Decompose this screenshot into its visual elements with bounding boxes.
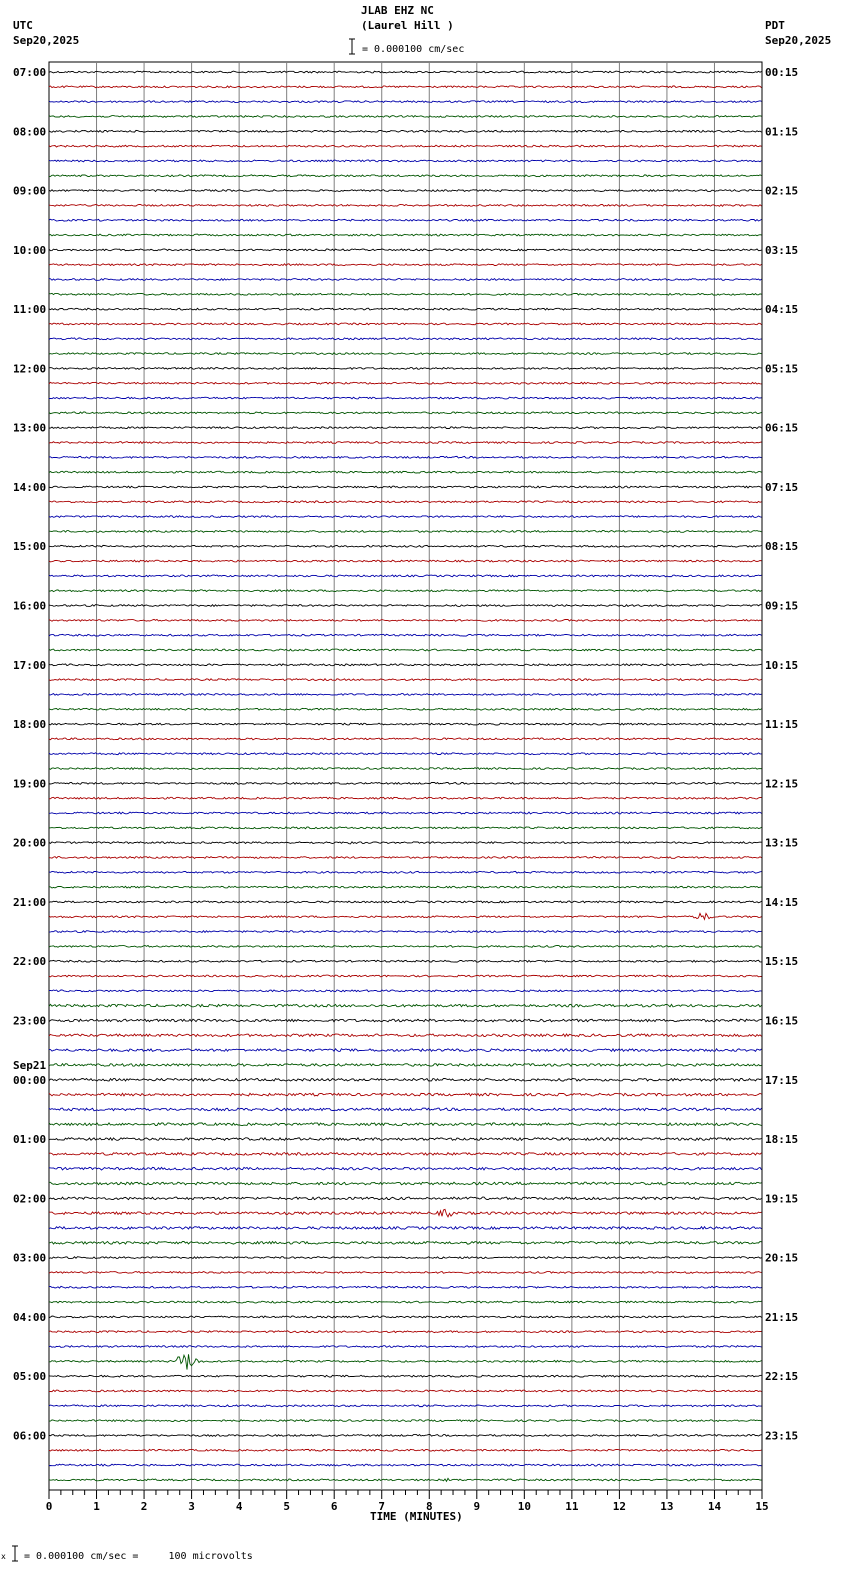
utc-hour-label: 04:00 <box>13 1310 47 1324</box>
seismogram-trace <box>49 694 762 696</box>
seismogram-trace <box>49 412 762 414</box>
seismogram-trace <box>49 427 762 429</box>
x-tick-label: 1 <box>93 1500 100 1513</box>
seismogram-trace <box>49 960 762 962</box>
x-tick-label: 15 <box>755 1500 769 1513</box>
utc-hour-label: 07:00 <box>13 66 47 79</box>
pdt-hour-label: 19:15 <box>765 1192 799 1206</box>
seismogram-trace <box>49 975 762 977</box>
pdt-hour-label: 12:15 <box>765 777 799 791</box>
seismogram-trace <box>49 501 762 503</box>
utc-hour-label: 18:00 <box>13 718 47 732</box>
seismogram-trace <box>49 857 762 859</box>
seismogram-trace <box>49 1019 762 1022</box>
seismogram-trace <box>49 1354 762 1369</box>
seismogram-trace <box>49 797 762 799</box>
seismogram-trace <box>49 1346 762 1348</box>
seismogram-trace <box>49 664 762 666</box>
seismogram-trace <box>49 1153 762 1156</box>
seismogram-trace <box>49 338 762 340</box>
seismogram-trace <box>49 1435 762 1437</box>
pdt-hour-label: 03:15 <box>765 243 799 257</box>
seismogram-trace <box>49 634 762 636</box>
seismogram-trace <box>49 575 762 577</box>
utc-hour-label: 08:00 <box>13 125 47 139</box>
pdt-hour-label: 04:15 <box>765 303 799 317</box>
utc-hour-label: 16:00 <box>13 599 47 613</box>
station-location: (Laurel Hill ) <box>361 19 454 32</box>
seismogram-trace <box>49 1449 762 1451</box>
seismogram-trace <box>49 1405 762 1407</box>
utc-hour-label: 02:00 <box>13 1192 47 1206</box>
seismogram-trace <box>49 901 762 903</box>
utc-hour-label: 10:00 <box>13 243 47 257</box>
pdt-hour-label: 23:15 <box>765 1429 799 1443</box>
pdt-hour-label: 20:15 <box>765 1251 799 1265</box>
utc-hour-label: 03:00 <box>13 1251 47 1265</box>
seismogram-trace <box>49 1004 762 1007</box>
seismogram-trace <box>49 1049 762 1052</box>
seismogram-trace <box>49 605 762 607</box>
seismogram-trace <box>49 382 762 384</box>
utc-hour-label: 20:00 <box>13 836 47 850</box>
seismogram-trace <box>49 1316 762 1318</box>
seismogram-trace <box>49 768 762 770</box>
seismogram-trace <box>49 871 762 873</box>
utc-hour-label: 12:00 <box>13 362 47 376</box>
seismogram-trace <box>49 812 762 814</box>
seismogram-trace <box>49 560 762 562</box>
scale-text: = 0.000100 cm/sec <box>362 44 465 55</box>
seismogram-trace <box>49 545 762 547</box>
pdt-hour-label: 01:15 <box>765 125 799 139</box>
x-axis-label: TIME (MINUTES) <box>370 1510 463 1523</box>
seismogram-trace <box>49 1301 762 1303</box>
seismogram-trace <box>49 708 762 710</box>
seismogram-trace <box>49 1197 762 1200</box>
x-tick-label: 8 <box>425 1500 433 1513</box>
right-timezone: PDT <box>765 19 785 32</box>
left-date: Sep20,2025 <box>13 34 80 47</box>
seismogram-trace <box>49 397 762 399</box>
pdt-hour-label: 15:15 <box>765 955 799 969</box>
seismogram-trace <box>49 516 762 518</box>
utc-hour-label: 01:00 <box>13 1133 47 1147</box>
pdt-hour-label: 17:15 <box>765 1073 799 1087</box>
seismogram-trace <box>49 71 762 73</box>
utc-hour-label: 17:00 <box>13 658 47 672</box>
seismogram-trace <box>49 827 762 829</box>
footer-scale-bar-icon <box>0 1545 22 1563</box>
pdt-hour-label: 02:15 <box>765 184 799 198</box>
seismogram-trace <box>49 368 762 370</box>
x-tick-label: 11 <box>565 1500 579 1513</box>
seismogram-trace <box>49 783 762 785</box>
seismogram-trace <box>49 1390 762 1392</box>
x-tick-label: 6 <box>330 1500 338 1513</box>
seismogram-trace <box>49 1272 762 1274</box>
seismogram-trace <box>49 723 762 725</box>
seismogram-trace <box>49 219 762 221</box>
x-tick-label: 2 <box>140 1500 148 1513</box>
seismogram-trace <box>49 619 762 621</box>
seismogram-trace <box>49 590 762 592</box>
seismogram-trace <box>49 353 762 355</box>
seismogram-trace <box>49 1079 762 1082</box>
x-tick-label: 3 <box>188 1500 195 1513</box>
station-title: JLAB EHZ NC <box>361 4 434 17</box>
utc-hour-label: 11:00 <box>13 303 47 317</box>
seismogram-trace <box>49 456 762 458</box>
seismogram-trace <box>49 308 762 310</box>
utc-hour-label: 15:00 <box>13 540 47 554</box>
pdt-hour-label: 09:15 <box>765 599 799 613</box>
seismogram-trace <box>49 190 762 192</box>
x-tick-label: 5 <box>283 1500 290 1513</box>
seismogram-trace <box>49 1123 762 1126</box>
pdt-hour-label: 06:15 <box>765 421 799 435</box>
seismogram-trace <box>49 1257 762 1259</box>
x-tick-label: 10 <box>517 1500 531 1513</box>
x-tick-label: 9 <box>473 1500 481 1513</box>
seismogram-trace <box>49 175 762 177</box>
plot-grid <box>49 62 762 1490</box>
utc-hour-label: 21:00 <box>13 895 47 909</box>
seismogram-trace <box>49 886 762 888</box>
utc-hour-label: 23:00 <box>13 1014 47 1028</box>
utc-hour-label: 05:00 <box>13 1370 47 1384</box>
seismogram-trace <box>49 264 762 266</box>
seismogram-trace <box>49 116 762 118</box>
seismogram-trace <box>49 442 762 444</box>
seismogram-trace <box>49 471 762 473</box>
utc-hour-label: 14:00 <box>13 480 47 494</box>
utc-hour-label: 22:00 <box>13 955 47 969</box>
seismogram-trace <box>49 1209 762 1217</box>
pdt-hour-label: 14:15 <box>765 895 799 909</box>
x-tick-label: 7 <box>378 1500 386 1513</box>
footer-scale-text: = 0.000100 cm/sec = 100 microvolts <box>24 1551 253 1562</box>
seismogram-trace <box>49 1420 762 1422</box>
seismogram-trace <box>49 1242 762 1245</box>
right-date: Sep20,2025 <box>765 34 832 47</box>
seismogram-trace <box>49 1478 762 1481</box>
seismogram-trace <box>49 1064 762 1067</box>
seismogram-trace <box>49 145 762 147</box>
seismogram-trace <box>49 649 762 651</box>
seismogram-trace <box>49 293 762 295</box>
trace-group <box>49 71 762 1481</box>
date-marker-label: Sep21 <box>13 1058 47 1072</box>
seismogram-trace <box>49 1108 762 1111</box>
utc-hour-label: 06:00 <box>13 1429 47 1443</box>
utc-hour-label: 19:00 <box>13 777 47 791</box>
pdt-hour-label: 05:15 <box>765 362 799 376</box>
seismogram-trace <box>49 842 762 844</box>
seismogram-trace <box>49 931 762 933</box>
seismogram-trace <box>49 1138 762 1141</box>
seismogram-trace <box>49 205 762 207</box>
x-tick-label: 12 <box>612 1500 627 1513</box>
seismogram-trace <box>49 679 762 681</box>
seismogram-trace <box>49 1093 762 1096</box>
utc-hour-label: 09:00 <box>13 184 47 198</box>
seismogram-trace <box>49 1375 762 1377</box>
seismogram-trace <box>49 86 762 88</box>
pdt-hour-label: 22:15 <box>765 1370 799 1384</box>
seismogram-trace <box>49 531 762 533</box>
seismogram-trace <box>49 946 762 948</box>
seismogram-trace <box>49 1182 762 1185</box>
x-tick-label: 13 <box>660 1500 674 1513</box>
seismogram-trace <box>49 234 762 236</box>
seismogram-trace <box>49 130 762 132</box>
seismogram-trace <box>49 486 762 488</box>
pdt-hour-label: 07:15 <box>765 480 799 494</box>
pdt-hour-label: 16:15 <box>765 1014 799 1028</box>
seismogram-trace <box>49 1286 762 1288</box>
seismogram-trace <box>49 1167 762 1170</box>
seismogram-trace <box>49 323 762 325</box>
pdt-hour-label: 11:15 <box>765 718 799 732</box>
seismogram-trace <box>49 279 762 281</box>
utc-hour-label: 00:00 <box>13 1073 47 1087</box>
seismogram-trace <box>49 1464 762 1466</box>
x-tick-label: 14 <box>707 1500 722 1513</box>
pdt-hour-label: 10:15 <box>765 658 799 672</box>
pdt-hour-label: 13:15 <box>765 836 799 850</box>
seismogram-trace <box>49 913 762 919</box>
svg-text:x: x <box>1 1552 6 1561</box>
utc-hour-label: 13:00 <box>13 421 47 435</box>
pdt-hour-label: 08:15 <box>765 540 799 554</box>
seismogram-trace <box>49 101 762 103</box>
seismogram-trace <box>49 160 762 162</box>
seismogram-trace <box>49 990 762 992</box>
seismogram-trace <box>49 1034 762 1037</box>
plot-frame <box>49 62 762 1490</box>
x-tick-label: 0 <box>45 1500 53 1513</box>
seismogram-trace <box>49 1331 762 1333</box>
pdt-hour-label: 00:15 <box>765 66 799 79</box>
seismogram-trace <box>49 1227 762 1230</box>
pdt-hour-label: 21:15 <box>765 1310 799 1324</box>
seismogram-trace <box>49 753 762 755</box>
seismogram-trace <box>49 249 762 251</box>
pdt-hour-label: 18:15 <box>765 1133 799 1147</box>
left-timezone: UTC <box>13 19 33 32</box>
seismogram-trace <box>49 738 762 740</box>
x-tick-label: 4 <box>235 1500 243 1513</box>
